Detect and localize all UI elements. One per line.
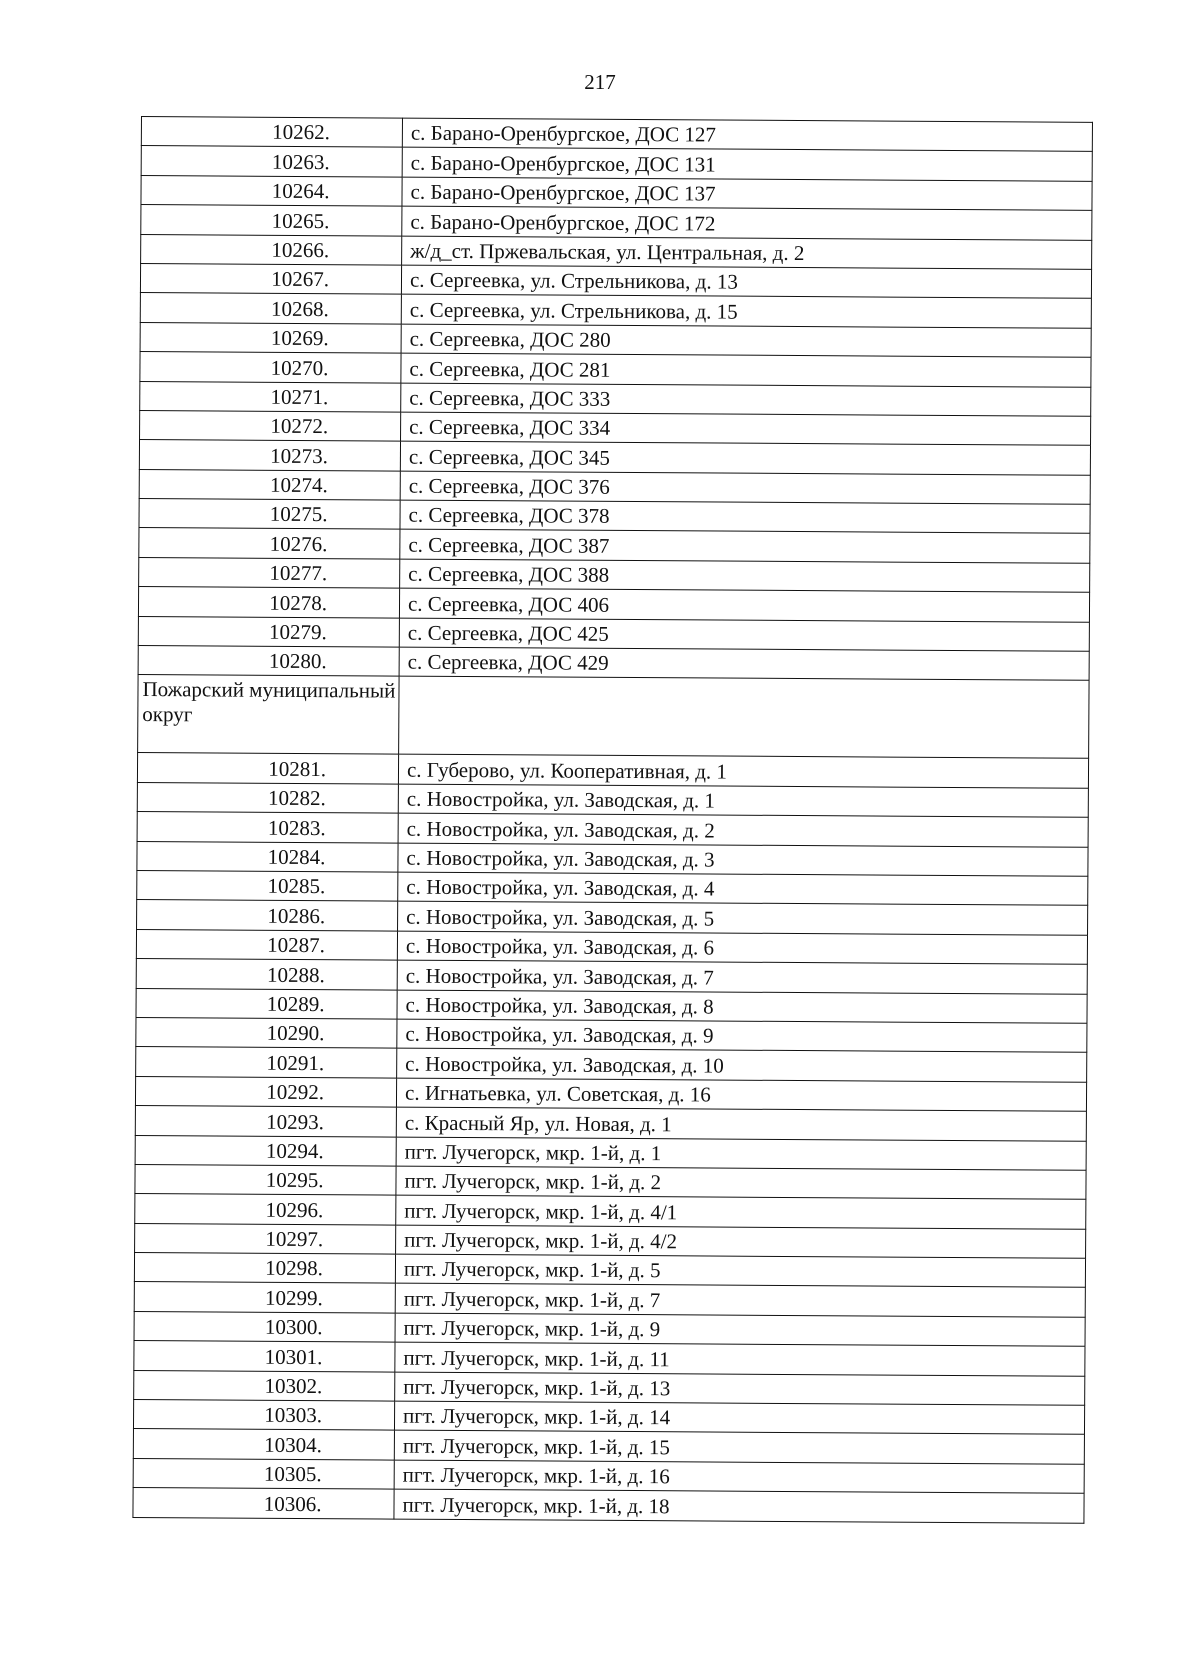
address-cell: пгт. Лучегорск, мкр. 1-й, д. 4/1 <box>396 1195 1086 1229</box>
address-cell: пгт. Лучегорск, мкр. 1-й, д. 1 <box>396 1137 1086 1171</box>
row-number-cell: 10295. <box>135 1164 396 1195</box>
address-cell: пгт. Лучегорск, мкр. 1-й, д. 15 <box>394 1430 1084 1464</box>
row-number-cell: 10305. <box>133 1458 394 1489</box>
row-number-cell: 10262. <box>141 117 402 148</box>
address-cell: с. Сергеевка, ДОС 334 <box>401 412 1091 446</box>
address-cell: с. Сергеевка, ДОС 388 <box>400 559 1090 593</box>
row-number-cell: 10293. <box>135 1106 396 1137</box>
address-cell: с. Сергеевка, ул. Стрельникова, д. 13 <box>401 265 1091 299</box>
row-number-cell: 10264. <box>141 175 402 206</box>
row-number-cell: 10272. <box>140 410 401 441</box>
group-heading-row <box>138 675 1089 759</box>
row-number-cell: 10289. <box>136 988 397 1019</box>
address-cell: с. Новостройка, ул. Заводская, д. 6 <box>397 931 1087 965</box>
address-cell: пгт. Лучегорск, мкр. 1-й, д. 9 <box>395 1313 1085 1347</box>
address-cell: с. Новостройка, ул. Заводская, д. 1 <box>398 784 1088 818</box>
empty-cell <box>399 677 1089 759</box>
row-number-cell: 10276. <box>139 528 400 559</box>
row-number-cell: 10298. <box>134 1253 395 1284</box>
row-number-cell: 10290. <box>136 1017 397 1048</box>
address-cell: с. Новостройка, ул. Заводская, д. 10 <box>397 1048 1087 1082</box>
row-number-cell: 10286. <box>137 900 398 931</box>
address-cell: пгт. Лучегорск, мкр. 1-й, д. 7 <box>395 1284 1085 1318</box>
row-number-cell: 10280. <box>138 646 399 677</box>
table-row <box>133 1488 1084 1523</box>
row-number-cell: 10277. <box>139 557 400 588</box>
address-cell: пгт. Лучегорск, мкр. 1-й, д. 4/2 <box>396 1225 1086 1259</box>
page-number: 217 <box>584 70 616 94</box>
address-cell: с. Новостройка, ул. Заводская, д. 7 <box>397 960 1087 994</box>
address-cell: с. Новостройка, ул. Заводская, д. 3 <box>398 843 1088 877</box>
row-number-cell: 10271. <box>140 381 401 412</box>
row-number-cell: 10288. <box>136 959 397 990</box>
address-cell: пгт. Лучегорск, мкр. 1-й, д. 16 <box>394 1460 1084 1494</box>
address-cell: с. Новостройка, ул. Заводская, д. 2 <box>398 813 1088 847</box>
row-number-cell: 10301. <box>134 1341 395 1372</box>
row-number-cell: 10267. <box>140 263 401 294</box>
address-cell: с. Сергеевка, ДОС 378 <box>400 500 1090 534</box>
row-number-cell: 10296. <box>135 1194 396 1225</box>
polling-stations-table <box>132 116 1093 1523</box>
address-cell: с. Сергеевка, ДОС 387 <box>400 530 1090 564</box>
row-number-cell: 10300. <box>134 1311 395 1342</box>
address-cell: с. Сергеевка, ДОС 333 <box>401 383 1091 417</box>
address-cell: с. Красный Яр, ул. Новая, д. 1 <box>396 1107 1086 1141</box>
row-number-cell: 10273. <box>139 440 400 471</box>
address-cell: пгт. Лучегорск, мкр. 1-й, д. 18 <box>394 1489 1084 1523</box>
address-cell: с. Новостройка, ул. Заводская, д. 4 <box>398 872 1088 906</box>
address-cell: с. Сергеевка, ДОС 429 <box>399 647 1089 681</box>
row-number-cell: 10285. <box>137 870 398 901</box>
row-number-cell: 10282. <box>137 782 398 813</box>
row-number-cell: 10291. <box>136 1047 397 1078</box>
row-number-cell: 10304. <box>133 1429 394 1460</box>
address-cell: с. Сергеевка, ДОС 406 <box>399 588 1089 622</box>
row-number-cell: 10283. <box>137 812 398 843</box>
address-cell: с. Сергеевка, ДОС 345 <box>400 441 1090 475</box>
address-cell: с. Новостройка, ул. Заводская, д. 5 <box>398 901 1088 935</box>
row-number-cell: 10292. <box>135 1076 396 1107</box>
row-number-cell: 10278. <box>138 587 399 618</box>
address-cell: пгт. Лучегорск, мкр. 1-й, д. 5 <box>395 1254 1085 1288</box>
row-number-cell: 10263. <box>141 146 402 177</box>
row-number-cell: 10287. <box>136 929 397 960</box>
address-cell: пгт. Лучегорск, мкр. 1-й, д. 2 <box>396 1166 1086 1200</box>
address-cell: с. Сергеевка, ДОС 376 <box>400 471 1090 505</box>
address-cell: с. Новостройка, ул. Заводская, д. 9 <box>397 1019 1087 1053</box>
row-number-cell: 10275. <box>139 499 400 530</box>
address-cell: пгт. Лучегорск, мкр. 1-й, д. 11 <box>395 1342 1085 1376</box>
row-number-cell: 10281. <box>137 753 398 784</box>
row-number-cell: 10299. <box>134 1282 395 1313</box>
address-cell: с. Сергеевка, ДОС 280 <box>401 324 1091 358</box>
row-number-cell: 10268. <box>140 293 401 324</box>
row-number-cell: 10274. <box>139 469 400 500</box>
address-cell: пгт. Лучегорск, мкр. 1-й, д. 13 <box>395 1372 1085 1406</box>
row-number-cell: 10284. <box>137 841 398 872</box>
address-cell: ж/д_ст. Пржевальская, ул. Центральная, д. 2 <box>402 236 1092 270</box>
row-number-cell: 10306. <box>133 1488 394 1519</box>
row-number-cell: 10294. <box>135 1135 396 1166</box>
row-number-cell: 10279. <box>138 616 399 647</box>
address-cell: с. Игнатьевка, ул. Советская, д. 16 <box>396 1078 1086 1112</box>
row-number-cell: 10266. <box>141 234 402 265</box>
address-cell: с. Барано-Оренбургское, ДОС 127 <box>402 118 1092 152</box>
address-cell: с. Губерово, ул. Кооперативная, д. 1 <box>398 755 1088 789</box>
address-cell: пгт. Лучегорск, мкр. 1-й, д. 14 <box>394 1401 1084 1435</box>
row-number-cell: 10269. <box>140 322 401 353</box>
row-number-cell: 10270. <box>140 352 401 383</box>
address-cell: с. Барано-Оренбургское, ДОС 172 <box>402 206 1092 240</box>
row-number-cell: 10303. <box>133 1399 394 1430</box>
address-cell: с. Сергеевка, ДОС 425 <box>399 618 1089 652</box>
row-number-cell: 10297. <box>135 1223 396 1254</box>
row-number-cell: 10302. <box>134 1370 395 1401</box>
row-number-cell: 10265. <box>141 205 402 236</box>
table-body <box>133 117 1093 1523</box>
group-heading: Пожарский муниципальный округ <box>138 675 399 755</box>
address-cell: с. Новостройка, ул. Заводская, д. 8 <box>397 990 1087 1024</box>
address-cell: с. Барано-Оренбургское, ДОС 131 <box>402 147 1092 181</box>
address-cell: с. Сергеевка, ул. Стрельникова, д. 15 <box>401 294 1091 328</box>
address-cell: с. Сергеевка, ДОС 281 <box>401 353 1091 387</box>
address-cell: с. Барано-Оренбургское, ДОС 137 <box>402 177 1092 211</box>
